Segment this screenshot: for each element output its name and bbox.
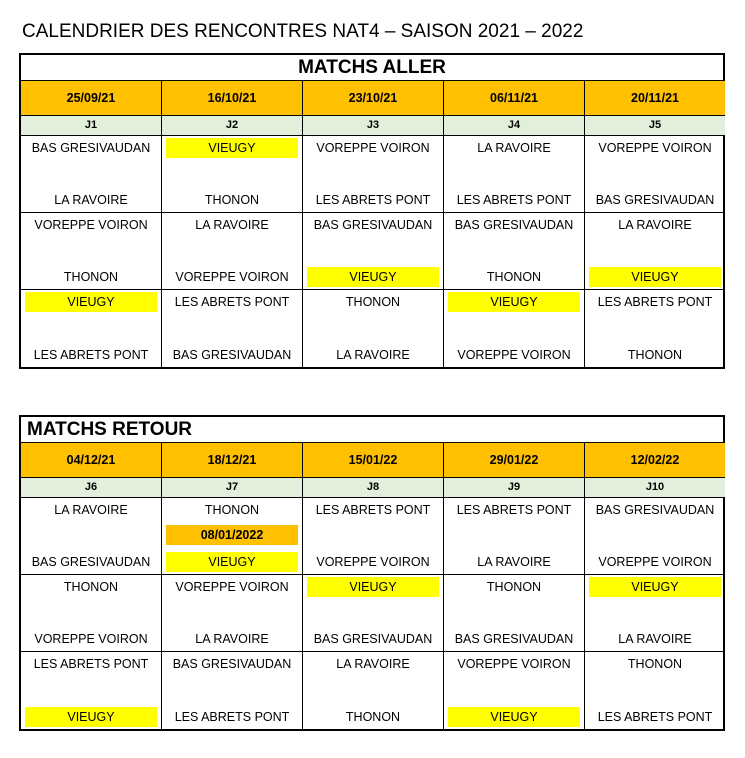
retour-journee-row bbox=[21, 478, 723, 498]
date-cell: 18/12/21 bbox=[162, 443, 303, 478]
home-team: LA RAVOIRE bbox=[195, 218, 269, 232]
match-cell bbox=[444, 136, 585, 213]
retour-match-row bbox=[21, 575, 723, 652]
match-cell bbox=[444, 213, 585, 290]
home-team: LA RAVOIRE bbox=[477, 141, 551, 155]
away-team: BAS GRESIVAUDAN bbox=[313, 632, 433, 646]
home-team: VOREPPE VOIRON bbox=[175, 580, 289, 594]
match-cell bbox=[303, 213, 444, 290]
match-cell bbox=[585, 290, 725, 367]
match-cell bbox=[444, 652, 585, 729]
home-team: VIEUGY bbox=[448, 292, 580, 312]
date-cell: 15/01/22 bbox=[303, 443, 444, 478]
away-team: THONON bbox=[627, 348, 683, 362]
aller-match-row bbox=[21, 290, 723, 367]
home-team: VOREPPE VOIRON bbox=[34, 218, 148, 232]
home-team: VOREPPE VOIRON bbox=[316, 141, 430, 155]
away-team: BAS GRESIVAUDAN bbox=[31, 555, 151, 569]
away-team: THONON bbox=[486, 270, 542, 284]
match-cell bbox=[444, 575, 585, 652]
home-team: VIEUGY bbox=[166, 138, 298, 158]
home-team: LES ABRETS PONT bbox=[456, 503, 572, 517]
match-cell bbox=[21, 575, 162, 652]
away-team: VOREPPE VOIRON bbox=[316, 555, 430, 569]
away-team: LES ABRETS PONT bbox=[456, 193, 572, 207]
match-cell bbox=[444, 290, 585, 367]
away-team: LES ABRETS PONT bbox=[315, 193, 431, 207]
home-team: LA RAVOIRE bbox=[54, 503, 128, 517]
away-team: BAS GRESIVAUDAN bbox=[172, 348, 292, 362]
match-cell bbox=[21, 498, 162, 575]
away-team: LA RAVOIRE bbox=[477, 555, 551, 569]
match-cell bbox=[303, 136, 444, 213]
away-team: VOREPPE VOIRON bbox=[34, 632, 148, 646]
home-team: THONON bbox=[204, 503, 260, 517]
home-team: VIEUGY bbox=[25, 292, 157, 312]
date-cell: 23/10/21 bbox=[303, 81, 444, 116]
home-team: LES ABRETS PONT bbox=[174, 295, 290, 309]
matchs-retour-table bbox=[19, 415, 725, 731]
match-cell bbox=[444, 498, 585, 575]
journee-cell: J4 bbox=[444, 116, 585, 136]
match-cell bbox=[21, 652, 162, 729]
away-team: VIEUGY bbox=[307, 267, 439, 287]
away-team: LA RAVOIRE bbox=[618, 632, 692, 646]
journee-cell: J5 bbox=[585, 116, 725, 136]
away-team: LA RAVOIRE bbox=[336, 348, 410, 362]
match-cell bbox=[585, 213, 725, 290]
away-team: VIEUGY bbox=[589, 267, 721, 287]
home-team: BAS GRESIVAUDAN bbox=[31, 141, 151, 155]
date-cell: 25/09/21 bbox=[21, 81, 162, 116]
journee-cell: J9 bbox=[444, 478, 585, 498]
journee-cell: J7 bbox=[162, 478, 303, 498]
match-cell bbox=[303, 652, 444, 729]
journee-cell: J1 bbox=[21, 116, 162, 136]
home-team: BAS GRESIVAUDAN bbox=[313, 218, 433, 232]
away-team: LES ABRETS PONT bbox=[597, 710, 713, 724]
home-team: LES ABRETS PONT bbox=[33, 657, 149, 671]
away-team: VOREPPE VOIRON bbox=[175, 270, 289, 284]
matchs-retour-heading: MATCHS RETOUR bbox=[21, 417, 723, 443]
match-cell bbox=[162, 213, 303, 290]
home-team: LES ABRETS PONT bbox=[597, 295, 713, 309]
home-team: VIEUGY bbox=[589, 577, 721, 597]
home-team: THONON bbox=[627, 657, 683, 671]
match-cell bbox=[303, 290, 444, 367]
page-title: CALENDRIER DES RENCONTRES NAT4 – SAISON 2021 – 2022 bbox=[22, 21, 584, 42]
away-team: LES ABRETS PONT bbox=[33, 348, 149, 362]
match-cell bbox=[303, 575, 444, 652]
matchs-aller-table bbox=[19, 53, 725, 369]
match-cell bbox=[162, 136, 303, 213]
away-team: VOREPPE VOIRON bbox=[457, 348, 571, 362]
home-team: LA RAVOIRE bbox=[336, 657, 410, 671]
journee-cell: J2 bbox=[162, 116, 303, 136]
journee-cell: J8 bbox=[303, 478, 444, 498]
away-team: LA RAVOIRE bbox=[54, 193, 128, 207]
away-team: LES ABRETS PONT bbox=[174, 710, 290, 724]
match-cell bbox=[21, 136, 162, 213]
home-team: LA RAVOIRE bbox=[618, 218, 692, 232]
home-team: VOREPPE VOIRON bbox=[457, 657, 571, 671]
away-team: VIEUGY bbox=[448, 707, 580, 727]
home-team: LES ABRETS PONT bbox=[315, 503, 431, 517]
date-cell: 20/11/21 bbox=[585, 81, 725, 116]
retour-match-row bbox=[21, 652, 723, 729]
match-cell bbox=[21, 290, 162, 367]
date-cell: 06/11/21 bbox=[444, 81, 585, 116]
journee-cell: J10 bbox=[585, 478, 725, 498]
date-cell: 29/01/22 bbox=[444, 443, 585, 478]
home-team: THONON bbox=[63, 580, 119, 594]
date-cell: 16/10/21 bbox=[162, 81, 303, 116]
date-cell: 12/02/22 bbox=[585, 443, 725, 478]
away-team: THONON bbox=[204, 193, 260, 207]
journee-cell: J6 bbox=[21, 478, 162, 498]
match-cell bbox=[585, 575, 725, 652]
match-cell bbox=[303, 498, 444, 575]
home-team: VOREPPE VOIRON bbox=[598, 141, 712, 155]
match-cell bbox=[162, 575, 303, 652]
match-cell bbox=[585, 498, 725, 575]
aller-journee-row bbox=[21, 116, 723, 136]
retour-date-row bbox=[21, 443, 723, 478]
away-team: VIEUGY bbox=[25, 707, 157, 727]
away-team: THONON bbox=[63, 270, 119, 284]
journee-cell: J3 bbox=[303, 116, 444, 136]
home-team: THONON bbox=[486, 580, 542, 594]
home-team: BAS GRESIVAUDAN bbox=[172, 657, 292, 671]
home-team: BAS GRESIVAUDAN bbox=[454, 218, 574, 232]
retour-match-row bbox=[21, 498, 723, 575]
away-team: BAS GRESIVAUDAN bbox=[595, 193, 715, 207]
home-team: BAS GRESIVAUDAN bbox=[595, 503, 715, 517]
rescheduled-date: 08/01/2022 bbox=[166, 525, 298, 545]
home-team: VIEUGY bbox=[307, 577, 439, 597]
match-cell bbox=[21, 213, 162, 290]
match-cell bbox=[162, 498, 303, 575]
match-cell bbox=[162, 290, 303, 367]
match-cell bbox=[585, 652, 725, 729]
away-team: THONON bbox=[345, 710, 401, 724]
match-cell bbox=[162, 652, 303, 729]
matchs-aller-heading: MATCHS ALLER bbox=[21, 55, 723, 81]
match-cell bbox=[585, 136, 725, 213]
away-team: VOREPPE VOIRON bbox=[598, 555, 712, 569]
away-team: BAS GRESIVAUDAN bbox=[454, 632, 574, 646]
away-team: LA RAVOIRE bbox=[195, 632, 269, 646]
date-cell: 04/12/21 bbox=[21, 443, 162, 478]
away-team: VIEUGY bbox=[166, 552, 298, 572]
aller-match-row bbox=[21, 136, 723, 213]
home-team: THONON bbox=[345, 295, 401, 309]
aller-match-row bbox=[21, 213, 723, 290]
aller-date-row bbox=[21, 81, 723, 116]
